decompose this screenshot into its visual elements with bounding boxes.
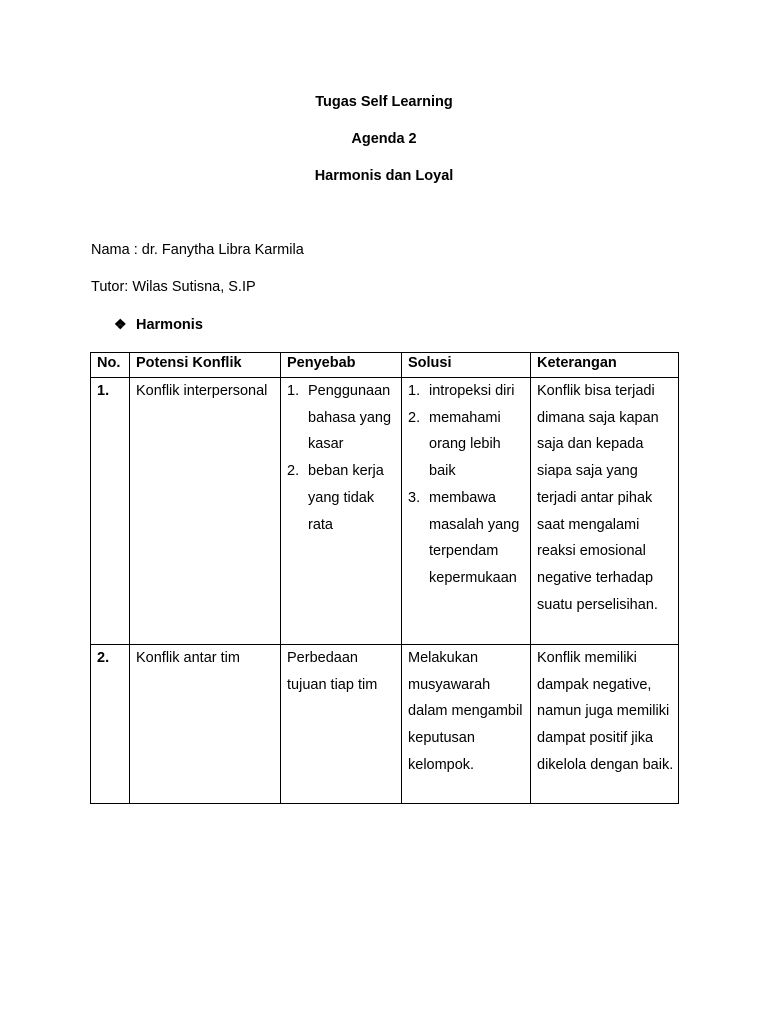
cell-penyebab: Perbedaan tujuan tiap tim: [281, 645, 402, 804]
cell-keterangan: Konflik memiliki dampak negative, namun juga memiliki dampat positif jika dikelola dengan baik.: [531, 645, 679, 804]
header-no: No.: [91, 353, 130, 378]
cell-no: 1.: [91, 378, 130, 645]
conflict-table: [90, 352, 679, 804]
table-header-row: [91, 353, 679, 378]
topic-title: Harmonis dan Loyal: [314, 168, 454, 184]
cell-potensi: Konflik interpersonal: [130, 378, 281, 645]
list-text: memahami orang lebih baik: [429, 409, 501, 480]
list-number: 2.: [408, 409, 421, 426]
list-text: beban kerja yang tidak rata: [308, 463, 384, 533]
list-item: [408, 378, 530, 405]
list-item: [287, 378, 401, 458]
table-row: [91, 645, 679, 804]
cell-solusi: [402, 378, 531, 645]
section-heading: [114, 315, 203, 334]
header-solusi: Solusi: [402, 353, 531, 378]
list-item: [287, 458, 401, 538]
list-text: intropeksi diri: [429, 383, 515, 399]
document-title: Tugas Self Learning: [315, 94, 453, 110]
agenda-title: Agenda 2: [351, 131, 417, 147]
list-text: membawa masalah yang terpendam kepermukaan: [429, 489, 520, 586]
tutor-line: Tutor: Wilas Sutisna, S.IP: [91, 279, 256, 295]
cell-keterangan: Konflik bisa terjadi dimana saja kapan saja dan kepada siapa saja yang terjadi antar pihak saat mengalami reaksi emosional negative terhadap suatu perselisihan.: [531, 378, 679, 645]
cell-penyebab: [281, 378, 402, 645]
list-number: 1.: [408, 383, 421, 399]
list-item: [408, 485, 530, 592]
list-text: Penggunaan bahasa yang kasar: [308, 383, 392, 453]
section-heading-text: Harmonis: [136, 317, 203, 333]
name-line: Nama : dr. Fanytha Libra Karmila: [91, 242, 304, 258]
list-number: 1.: [287, 383, 300, 399]
header-potensi-konflik: Potensi Konflik: [130, 353, 281, 378]
header-penyebab: Penyebab: [281, 353, 402, 378]
penyebab-list: [287, 378, 401, 538]
diamond-bullet-icon: ❖: [114, 316, 127, 332]
cell-no: 2.: [91, 645, 130, 804]
list-number: 2.: [287, 463, 300, 480]
list-item: [408, 405, 530, 485]
header-keterangan: Keterangan: [531, 353, 679, 378]
table-row: [91, 378, 679, 645]
list-number: 3.: [408, 489, 421, 506]
solusi-list: [408, 378, 530, 592]
cell-solusi: Melakukan musyawarah dalam mengambil keputusan kelompok.: [402, 645, 531, 804]
cell-potensi: Konflik antar tim: [130, 645, 281, 804]
